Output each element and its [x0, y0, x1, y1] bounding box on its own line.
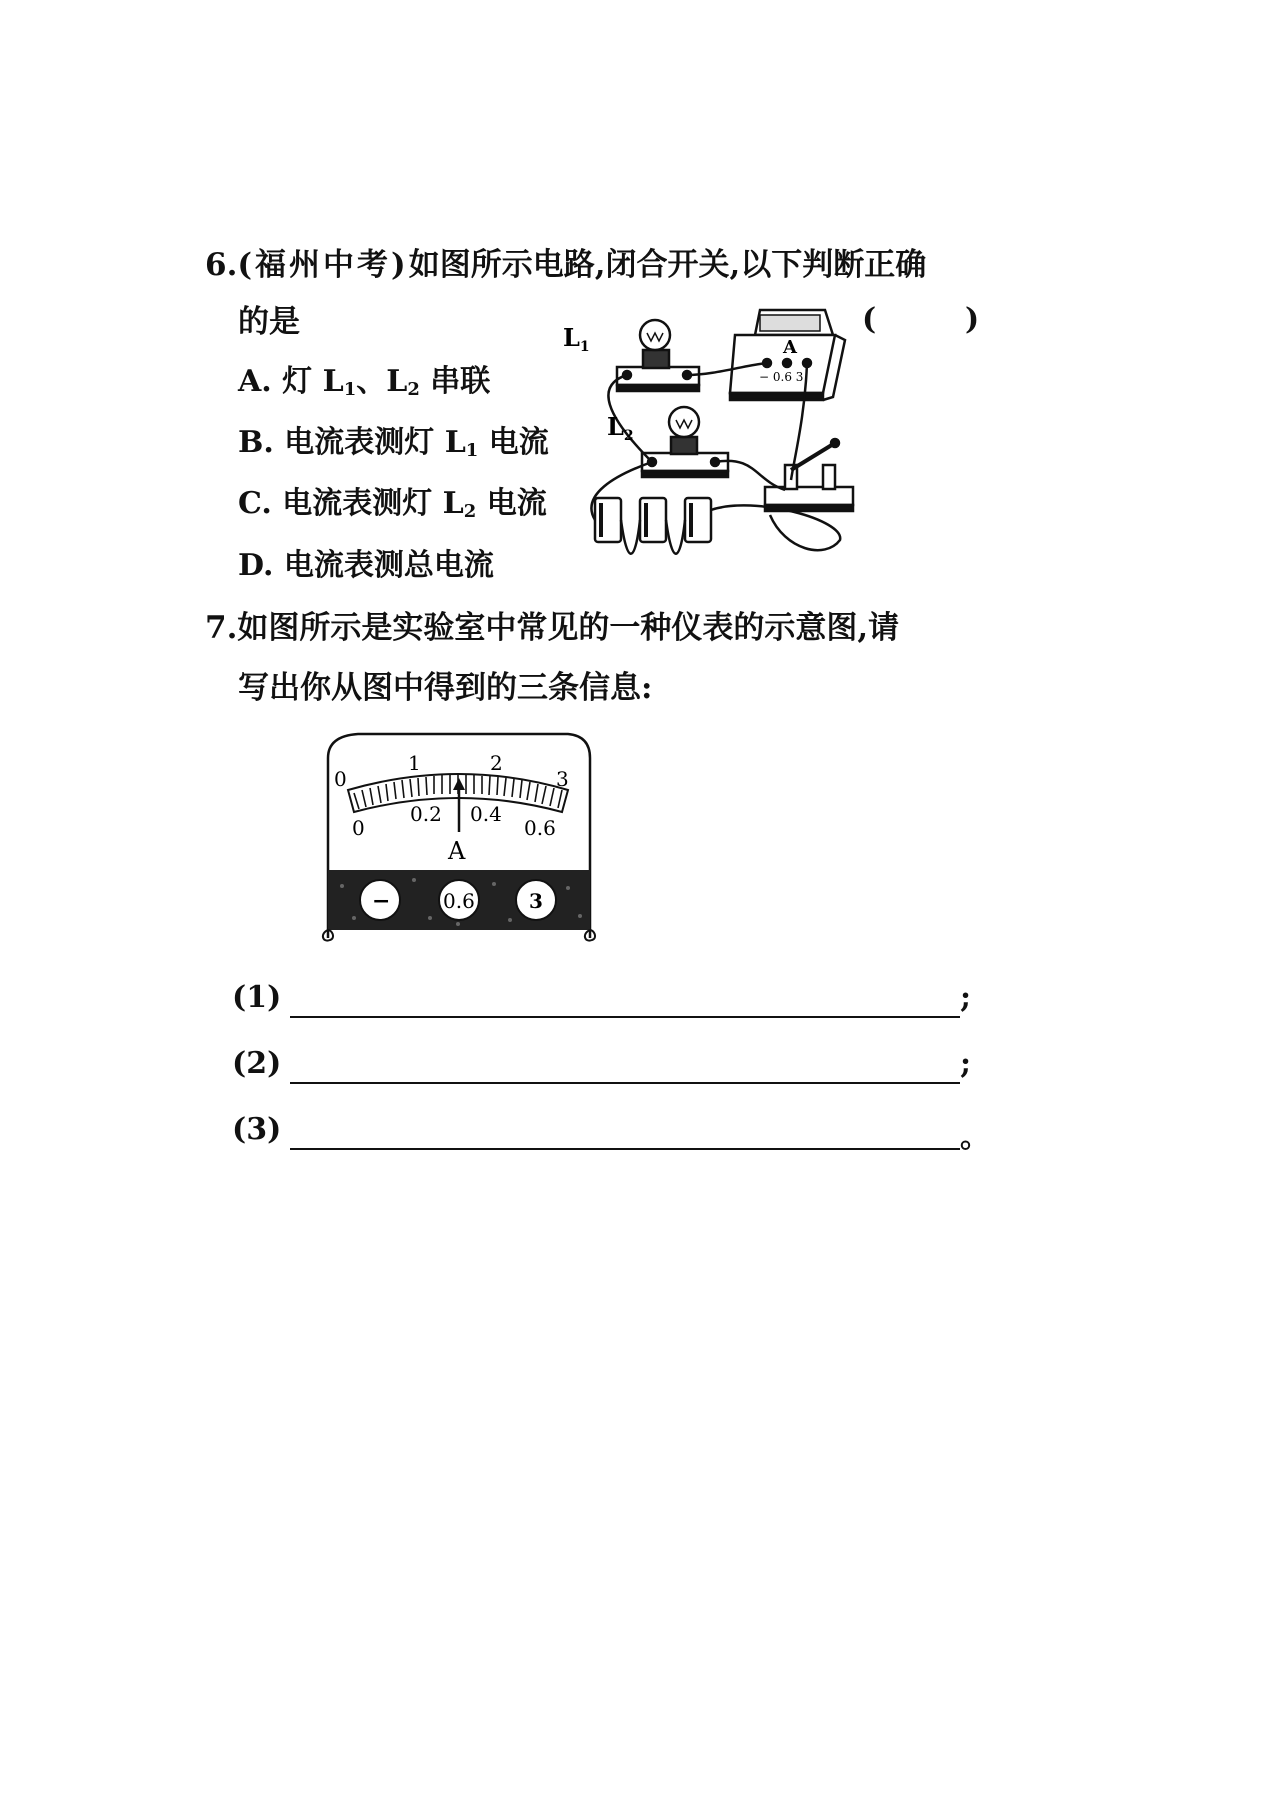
answer-paren-open: ( [862, 302, 877, 337]
q7-line1 [205, 608, 899, 648]
terminal-0-6[interactable]: 0.6 [443, 889, 475, 913]
ammeter-figure [318, 728, 608, 948]
answer-end-1: ; [960, 980, 972, 1015]
q6-source: (福州中考) [237, 247, 409, 283]
top-scale-2: 2 [490, 751, 503, 775]
answer-paren-close: ) [965, 302, 980, 337]
answer-line-1[interactable] [290, 1016, 960, 1018]
meter-unit: A [448, 837, 466, 865]
q6-line1 [205, 245, 926, 285]
answer-end-3: 。 [960, 1120, 990, 1155]
bottom-scale-3: 0.6 [524, 816, 556, 840]
answer-label-3: (3) [232, 1112, 282, 1147]
circuit-meter-terminals: − 0.6 3 [759, 370, 804, 384]
answer-line-2[interactable] [290, 1082, 960, 1084]
l1-label: $L_1$ [563, 323, 590, 355]
top-scale-0: 0 [334, 767, 347, 791]
l2-label: $L_2$ [607, 412, 634, 444]
answer-label-2: (2) [232, 1046, 282, 1081]
circuit-figure [555, 305, 865, 565]
answer-line-3[interactable] [290, 1148, 960, 1150]
answer-label-1: (1) [232, 980, 282, 1015]
q6-stem-line1: 如图所示电路,闭合开关,以下判断正确 [408, 247, 927, 283]
terminal-minus[interactable]: − [372, 888, 391, 914]
q7-stem-line2: 写出你从图中得到的三条信息: [238, 670, 653, 706]
top-scale-1: 1 [408, 751, 421, 775]
circuit-meter-letter: A [783, 337, 797, 358]
q6-stem-line2: 的是 [238, 304, 300, 340]
choice-c[interactable]: C. 电流表测灯 $L_2$ 电流 [238, 486, 547, 522]
choice-a[interactable]: A. 灯 $L_1$、$L_2$ 串联 [238, 364, 491, 400]
q7-stem-line1: 如图所示是实验室中常见的一种仪表的示意图,请 [237, 610, 900, 646]
terminal-3[interactable]: 3 [529, 889, 543, 913]
q6-number: 6. [205, 247, 238, 283]
answer-end-2: ; [960, 1046, 972, 1081]
bottom-scale-0: 0 [352, 816, 365, 840]
bottom-scale-1: 0.2 [410, 802, 442, 826]
q7-number: 7. [205, 610, 238, 646]
choice-d[interactable]: D. 电流表测总电流 [238, 548, 494, 583]
choice-b[interactable]: B. 电流表测灯 $L_1$ 电流 [238, 425, 549, 461]
top-scale-3: 3 [556, 767, 569, 791]
bottom-scale-2: 0.4 [470, 802, 502, 826]
